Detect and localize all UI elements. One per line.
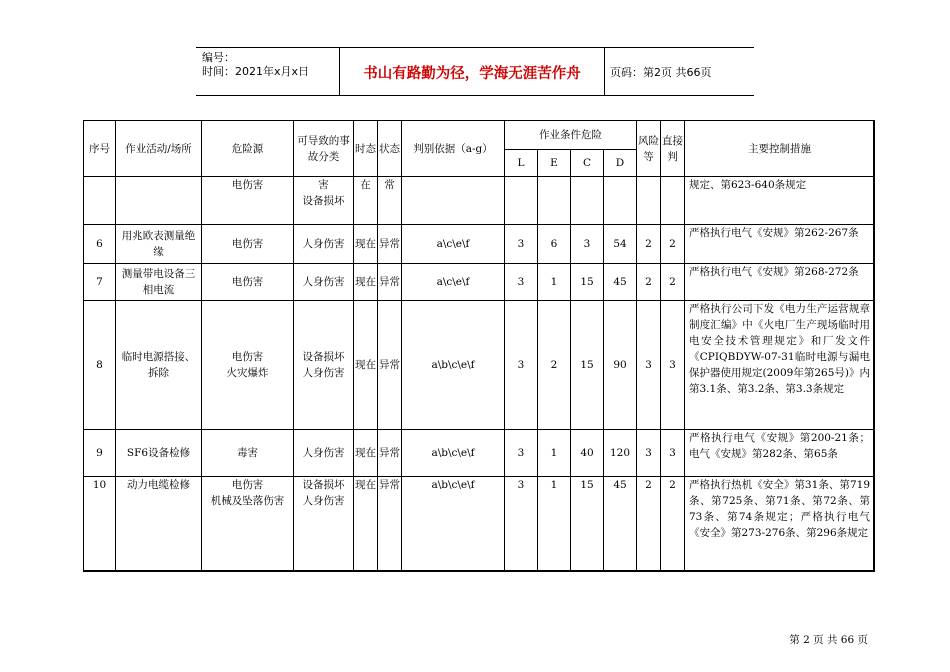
cell-hazard: 电伤害 — [202, 177, 294, 225]
cell-direct: 2 — [661, 264, 685, 301]
cell-seq: 6 — [84, 225, 116, 264]
header-top-rule — [196, 47, 754, 48]
cell-hazard: 电伤害 机械及坠落伤害 — [202, 477, 294, 572]
cell-risk: 3 — [637, 430, 661, 477]
header-divider-right — [604, 47, 605, 96]
cell-time-state: 现在 — [354, 430, 378, 477]
cell-activity: 测量带电设备三相电流 — [116, 264, 202, 301]
cell-basis: a\b\c\e\f — [402, 301, 505, 430]
col-E: E — [538, 150, 571, 177]
cell-L: 3 — [505, 430, 538, 477]
cell-L: 3 — [505, 225, 538, 264]
table-body — [84, 177, 875, 572]
cell-measures: 严格执行电气《安规》第262-267条 — [685, 225, 875, 264]
cell-measures: 严格执行公司下发《电力生产运营规章制度汇编》中《火电厂生产现场临时用电安全技术管理规定》和厂发文件《CPIQBDYW-07-31临时电源与漏电保护器使用规定(2009年第265号)》内第3.1条、第3.2条、第3.3条规定 — [685, 301, 875, 430]
cell-D: 45 — [604, 477, 637, 572]
cell-status: 异常 — [378, 430, 402, 477]
header-bottom-rule — [196, 95, 754, 96]
cell-direct: 2 — [661, 477, 685, 572]
cell-time-state: 现在 — [354, 225, 378, 264]
motto: 书山有路勤为径，学海无涯苦作舟 — [363, 66, 581, 82]
cell-time-state: 现在 — [354, 301, 378, 430]
cell-status: 常 — [378, 177, 402, 225]
header-divider-left — [339, 47, 340, 96]
cell-E: 1 — [538, 477, 571, 572]
cell-measures: 规定、第623-640条规定 — [685, 177, 875, 225]
cell-L: 3 — [505, 264, 538, 301]
cell-E — [538, 177, 571, 225]
col-risk: 风险等 — [637, 121, 661, 177]
col-activity: 作业活动/场所 — [116, 121, 202, 177]
col-accident: 可导致的事故分类 — [294, 121, 354, 177]
col-L: L — [505, 150, 538, 177]
table-row — [84, 177, 875, 225]
cell-accident: 设备损坏 人身伤害 — [294, 301, 354, 430]
cell-risk: 2 — [637, 264, 661, 301]
cell-seq — [84, 177, 116, 225]
cell-direct: 3 — [661, 430, 685, 477]
cell-E: 1 — [538, 264, 571, 301]
cell-accident: 设备损坏 人身伤害 — [294, 477, 354, 572]
cell-D: 54 — [604, 225, 637, 264]
table-row — [84, 225, 875, 264]
table-row — [84, 430, 875, 477]
cell-activity: 用兆欧表测量绝缘 — [116, 225, 202, 264]
cell-accident: 人身伤害 — [294, 430, 354, 477]
header-left — [202, 51, 309, 79]
col-seq: 序号 — [84, 121, 116, 177]
cell-status: 异常 — [378, 225, 402, 264]
cell-direct: 2 — [661, 225, 685, 264]
page-header — [196, 47, 754, 96]
col-direct: 直接判 — [661, 121, 685, 177]
cell-C: 15 — [571, 477, 604, 572]
cell-L: 3 — [505, 301, 538, 430]
cell-basis: a\b\c\e\f — [402, 477, 505, 572]
cell-hazard: 电伤害 火灾爆炸 — [202, 301, 294, 430]
cell-risk — [637, 177, 661, 225]
cell-hazard: 毒害 — [202, 430, 294, 477]
cell-status: 异常 — [378, 477, 402, 572]
page-footer: 第 2 页 共 66 页 — [789, 634, 868, 646]
cell-time-state: 现在 — [354, 264, 378, 301]
cell-time-state: 在 — [354, 177, 378, 225]
cell-basis: a\c\e\f — [402, 225, 505, 264]
cell-measures: 严格执行电气《安规》第268-272条 — [685, 264, 875, 301]
cell-basis: a\c\e\f — [402, 264, 505, 301]
cell-risk: 3 — [637, 301, 661, 430]
cell-risk: 2 — [637, 225, 661, 264]
page-label: 页码：第2页 共66页 — [610, 66, 712, 79]
cell-activity: 动力电缆检修 — [116, 477, 202, 572]
col-basis: 判别依据（a-g） — [402, 121, 505, 177]
cell-measures: 严格执行电气《安规》第200-21条；电气《安规》第282条、第65条 — [685, 430, 875, 477]
cell-risk: 2 — [637, 477, 661, 572]
time-label: 时间：2021年x月x日 — [202, 65, 310, 78]
cell-D: 90 — [604, 301, 637, 430]
hazard-table — [83, 120, 875, 572]
cell-hazard: 电伤害 — [202, 225, 294, 264]
col-time-state: 时态 — [354, 121, 378, 177]
cell-accident: 人身伤害 — [294, 264, 354, 301]
cell-accident: 人身伤害 — [294, 225, 354, 264]
cell-D: 120 — [604, 430, 637, 477]
cell-activity: 临时电源搭接、拆除 — [116, 301, 202, 430]
cell-basis — [402, 177, 505, 225]
cell-D — [604, 177, 637, 225]
cell-status: 异常 — [378, 301, 402, 430]
cell-E: 6 — [538, 225, 571, 264]
cell-seq: 7 — [84, 264, 116, 301]
header-row-1 — [84, 121, 875, 150]
table-row — [84, 301, 875, 430]
cell-accident: 害 设备损坏 — [294, 177, 354, 225]
cell-L — [505, 177, 538, 225]
cell-C: 40 — [571, 430, 604, 477]
cell-status: 异常 — [378, 264, 402, 301]
cell-seq: 9 — [84, 430, 116, 477]
cell-seq: 8 — [84, 301, 116, 430]
cell-C: 15 — [571, 301, 604, 430]
cell-seq: 10 — [84, 477, 116, 572]
cell-C: 3 — [571, 225, 604, 264]
cell-direct — [661, 177, 685, 225]
cell-C: 15 — [571, 264, 604, 301]
col-D: D — [604, 150, 637, 177]
cell-D: 45 — [604, 264, 637, 301]
cell-L: 3 — [505, 477, 538, 572]
col-hazard: 危险源 — [202, 121, 294, 177]
cell-direct: 3 — [661, 301, 685, 430]
col-measures: 主要控制措施 — [685, 121, 875, 177]
col-conditions: 作业条件危险 — [505, 121, 637, 150]
cell-activity: SF6设备检修 — [116, 430, 202, 477]
cell-C — [571, 177, 604, 225]
table-row — [84, 264, 875, 301]
cell-time-state: 现在 — [354, 477, 378, 572]
cell-measures: 严格执行热机《安全》第31条、第719条、第725条、第71条、第72条、第73条、第74条规定；严格执行电气《安全》第273-276条、第296条规定 — [685, 477, 875, 572]
cell-E: 1 — [538, 430, 571, 477]
cell-hazard: 电伤害 — [202, 264, 294, 301]
cell-basis: a\b\c\e\f — [402, 430, 505, 477]
table-row — [84, 477, 875, 572]
col-status: 状态 — [378, 121, 402, 177]
cell-activity — [116, 177, 202, 225]
number-label: 编号： — [202, 51, 235, 64]
cell-E: 2 — [538, 301, 571, 430]
col-C: C — [571, 150, 604, 177]
